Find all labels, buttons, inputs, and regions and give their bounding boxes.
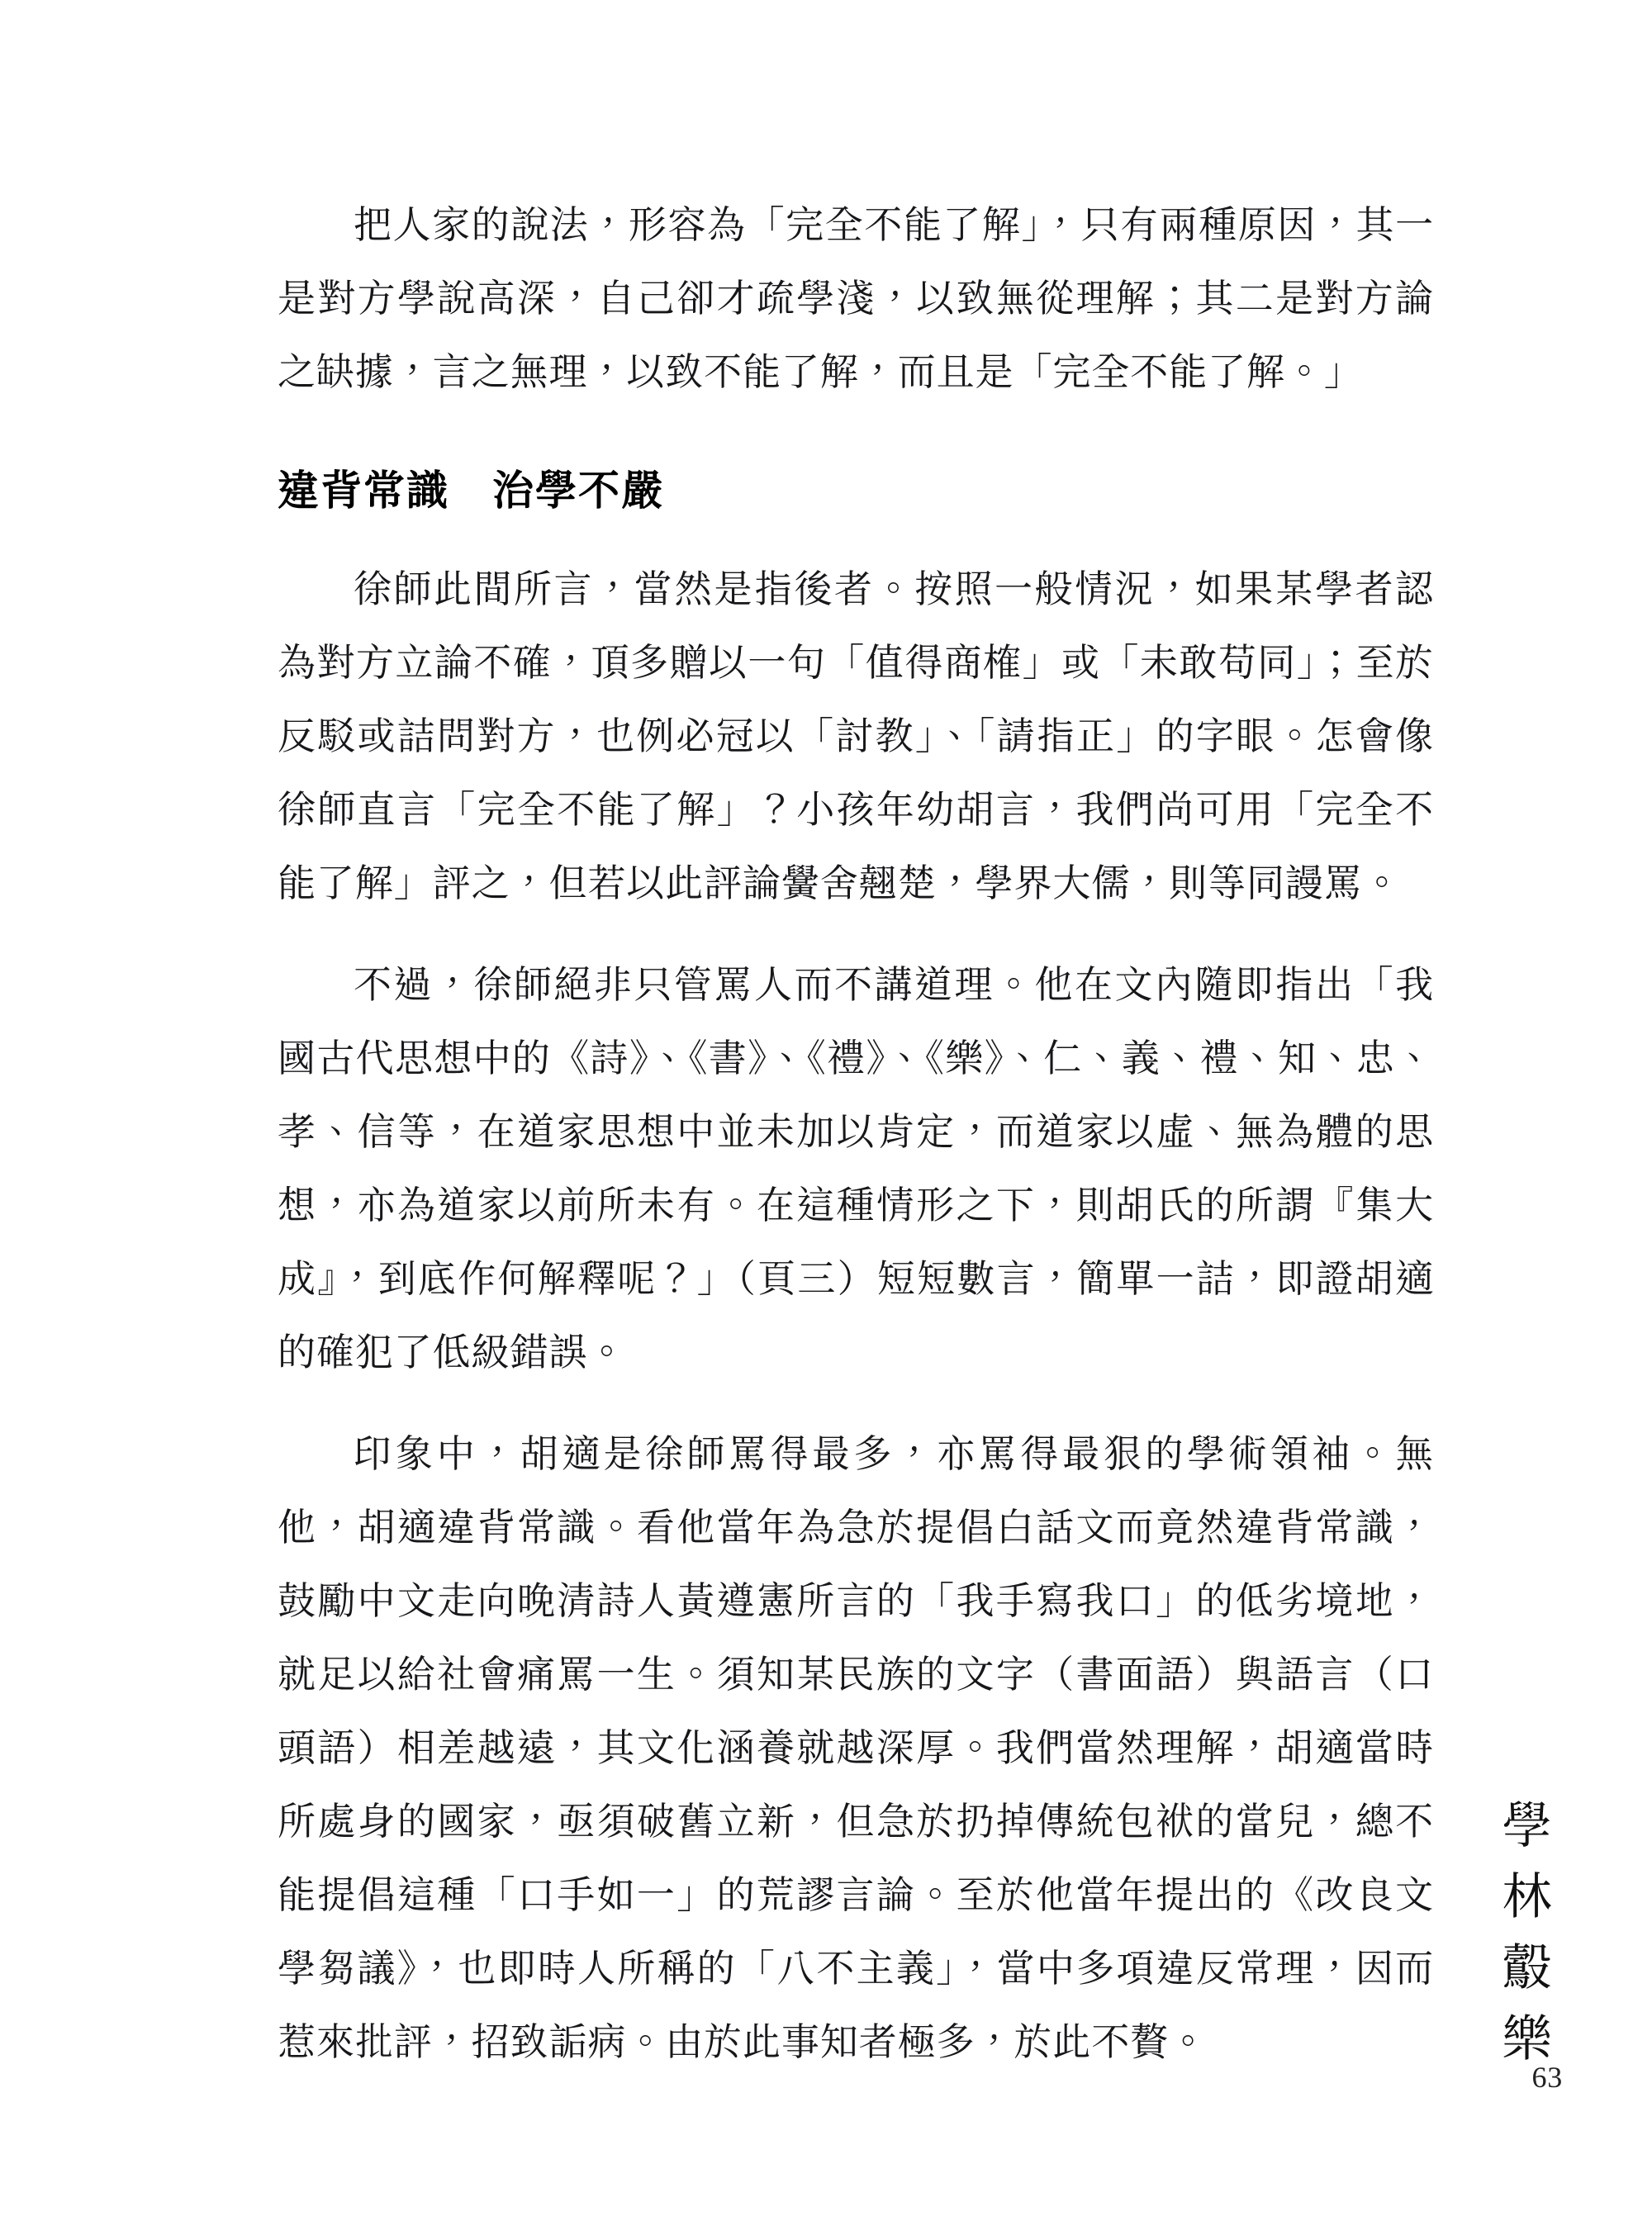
section-heading: 違背常識 治學不嚴	[278, 467, 664, 514]
running-head-char-2: 林	[1502, 1870, 1556, 1924]
text-column	[278, 188, 1434, 2079]
paragraph-2: 徐師此間所言，當然是指後者。按照一般情況，如果某學者認為對方立論不確，頂多贈以一句「值得商榷」或「未敢苟同」；至於反駁或詰問對方，也例必冠以「討教」、「請指正」的字眼。怎會像徐師直言「完全不能了解」？小孩年幼胡言，我們尚可用「完全不能了解」評之，但若以此評論黌舍翹楚，學界大儒，則等同謾罵。	[278, 568, 1434, 904]
running-head-char-1: 學	[1502, 1799, 1556, 1853]
paragraph-1: 把人家的說法，形容為「完全不能了解」，只有兩種原因，其一是對方學說高深，自己卻才疏學淺，以致無從理解；其二是對方論之缺據，言之無理，以致不能了解，而且是「完全不能了解。」	[278, 204, 1434, 393]
paragraph-4: 印象中，胡適是徐師罵得最多，亦罵得最狠的學術領袖。無他，胡適違背常識。看他當年為急於提倡白話文而竟然違背常識，鼓勵中文走向晚清詩人黃遵憲所言的「我手寫我口」的低劣境地，就足以給社會痛罵一生。須知某民族的文字（書面語）與語言（口頭語）相差越遠，其文化涵養就越深厚。我們當然理解，胡適當時所處身的國家，亟須破舊立新，但急於扔掉傳統包袱的當兒，總不能提倡這種「口手如一」的荒謬言論。至於他當年提出的《改良文學芻議》，也即時人所稱的「八不主義」，當中多項違反常理，因而惹來批評，招致詬病。由於此事知者極多，於此不贅。	[278, 1433, 1434, 2063]
vertical-running-head	[1493, 1791, 1564, 2075]
paragraph-3: 不過，徐師絕非只管罵人而不講道理。他在文內隨即指出「我國古代思想中的《詩》、《書》、《禮》、《樂》、仁、義、禮、知、忠、孝、信等，在道家思想中並未加以肯定，而道家以虛、無為體的思想，亦為道家以前所未有。在這種情形之下，則胡氏的所謂『集大成』，到底作何解釋呢？」（頁三）短短數言，簡單一詰，即證胡適的確犯了低級錯誤。	[278, 964, 1434, 1374]
running-head-char-3: 鷇	[1502, 1941, 1556, 1995]
page-number: 63	[1531, 2061, 1563, 2094]
running-head-char-4: 樂	[1502, 2012, 1556, 2067]
